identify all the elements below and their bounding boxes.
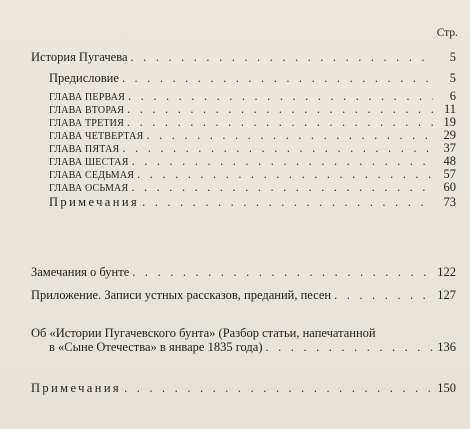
toc-entry-page: 19 (443, 115, 456, 129)
toc-entry-page: 60 (443, 180, 456, 194)
dot-leader (121, 381, 433, 395)
toc-entry-title: ГЛАВА ЧЕТВЕРТАЯ (49, 131, 144, 142)
toc-entry-preface[interactable] (49, 71, 456, 85)
toc-entry-title-line-1: Об «Истории Пугачевского бунта» (Разбор статьи, напечатанной (31, 326, 376, 340)
toc-entry-page: 122 (437, 265, 456, 279)
toc-entry-title: Примечания (31, 381, 122, 395)
toc-entry-page: 37 (443, 141, 456, 155)
toc-entry-title-line-2-row (49, 340, 456, 354)
dot-leader (129, 265, 433, 279)
toc-entry-title: ГЛАВА СЕДЬМАЯ (49, 170, 135, 181)
toc-entry-title: ГЛАВА ОСЬМАЯ (49, 183, 129, 194)
dot-leader (119, 141, 433, 155)
dot-leader (128, 180, 433, 194)
toc-entry-page: 5 (449, 71, 456, 85)
toc-entry-remarks[interactable] (31, 265, 456, 279)
dot-leader (139, 195, 433, 209)
toc-entry-page: 11 (443, 102, 456, 116)
toc-entry-title: Приложение. Записи устных рассказов, преданий, песен (31, 288, 332, 302)
dot-leader (134, 167, 433, 181)
dot-leader (143, 128, 433, 142)
toc-entry-title: История Пугачева (31, 50, 128, 64)
toc-entry-page: 136 (437, 340, 456, 354)
toc-entry-title: ГЛАВА ПЕРВАЯ (49, 92, 126, 103)
toc-entry-page: 150 (437, 381, 456, 395)
dot-leader (331, 288, 433, 302)
dot-leader (124, 115, 433, 129)
dot-leader (128, 50, 433, 64)
toc-entry-title: Замечания о бунте (31, 265, 130, 279)
dot-leader (124, 102, 433, 116)
toc-entry-notes-history[interactable] (49, 195, 456, 209)
page-column-header: Стр. (436, 27, 458, 39)
dot-leader (119, 71, 433, 85)
dot-leader (129, 154, 433, 168)
toc-entry-title: ГЛАВА ТРЕТИЯ (49, 118, 124, 129)
toc-entry-title: ГЛАВА ВТОРАЯ (49, 105, 125, 116)
dot-leader (125, 89, 433, 103)
toc-entry-title: Предисловие (49, 71, 119, 85)
toc-entry-chapter-8[interactable] (49, 180, 456, 196)
toc-entry-title: ГЛАВА ШЕСТАЯ (49, 157, 129, 168)
toc-entry-page: 127 (437, 288, 456, 302)
toc-entry-history[interactable] (31, 50, 456, 64)
toc-entry-appendix[interactable] (31, 288, 456, 302)
toc-entry-page: 5 (449, 50, 456, 64)
toc-entry-title: Примечания (49, 195, 140, 209)
dot-leader (263, 340, 434, 354)
toc-entry-page: 73 (443, 195, 456, 209)
toc-entry-page: 29 (443, 128, 456, 142)
toc-entry-page: 48 (443, 154, 456, 168)
toc-entry-about-history[interactable] (31, 326, 456, 354)
toc-entry-title-line-2: в «Сыне Отечества» в январе 1835 года) (49, 340, 263, 354)
toc-entry-page: 57 (443, 167, 456, 181)
toc-entry-title: ГЛАВА ПЯТАЯ (49, 144, 120, 155)
toc-entry-notes-main[interactable] (31, 381, 456, 395)
toc-entry-page: 6 (449, 89, 456, 103)
